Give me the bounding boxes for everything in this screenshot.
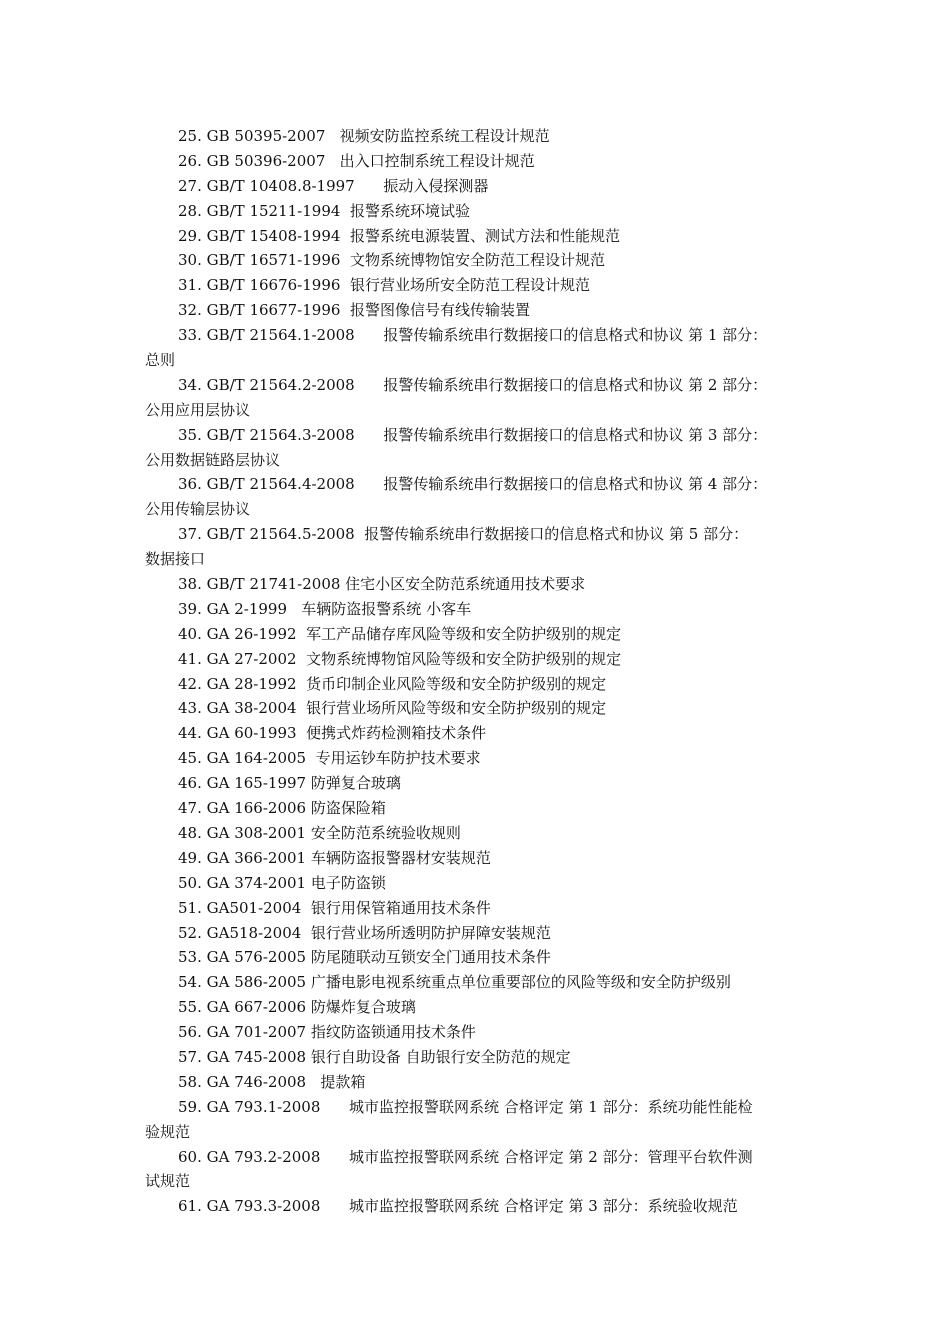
list-item-text: 61. GA 793.3-2008 城市监控报警联网系统 合格评定 第 3 部分：系统验收规范: [178, 1197, 738, 1216]
list-item: [0, 746, 950, 771]
list-item-text: 43. GA 38-2004 银行营业场所风险等级和安全防护级别的规定: [178, 699, 607, 718]
list-item-text: 47. GA 166-2006 防盗保险箱: [178, 799, 386, 818]
list-item-text: 57. GA 745-2008 银行自助设备 自助银行安全防范的规定: [178, 1047, 571, 1066]
list-item: [0, 1045, 950, 1070]
list-item: [0, 522, 950, 572]
list-item-text: 33. GB/T 21564.1-2008 报警传输系统串行数据接口的信息格式和协议 第 1 部分：: [178, 326, 768, 345]
list-item: [0, 622, 950, 647]
list-item-text: 35. GB/T 21564.3-2008 报警传输系统串行数据接口的信息格式和协议 第 3 部分：: [178, 425, 768, 444]
list-item-text: 41. GA 27-2002 文物系统博物馆风险等级和安全防护级别的规定: [178, 649, 622, 668]
list-item: [0, 248, 950, 273]
list-item-continuation: 公用应用层协议: [145, 400, 251, 419]
list-item-text: 58. GA 746-2008 提款箱: [178, 1072, 366, 1091]
list-item: [0, 273, 950, 298]
list-item-text: 54. GA 586-2005 广播电影电视系统重点单位重要部位的风险等级和安全防护级别: [178, 973, 731, 992]
list-item-text: 60. GA 793.2-2008 城市监控报警联网系统 合格评定 第 2 部分：管理平台软件测: [178, 1147, 753, 1166]
list-item-text: 25. GB 50395-2007 视频安防监控系统工程设计规范: [178, 127, 550, 145]
list-item: [0, 945, 950, 970]
list-item: [0, 373, 950, 423]
list-item-text: 56. GA 701-2007 指纹防盗锁通用技术条件: [178, 1023, 476, 1042]
list-item-text: 29. GB/T 15408-1994 报警系统电源装置、测试方法和性能规范: [178, 226, 620, 245]
list-item-continuation: 公用传输层协议: [145, 500, 251, 519]
list-item-text: 53. GA 576-2005 防尾随联动互锁安全门通用技术条件: [178, 948, 551, 967]
list-item: [0, 572, 950, 597]
list-item: [0, 298, 950, 323]
list-item-text: 38. GB/T 21741-2008 住宅小区安全防范系统通用技术要求: [178, 575, 586, 594]
list-item: [0, 174, 950, 199]
list-item-text: 39. GA 2-1999 车辆防盗报警系统 小客车: [178, 599, 472, 618]
list-item: [0, 124, 950, 149]
list-item-text: 48. GA 308-2001 安全防范系统验收规则: [178, 823, 461, 842]
list-item: [0, 224, 950, 249]
list-item: [0, 1194, 950, 1219]
list-item: [0, 1070, 950, 1095]
list-item-text: 51. GA501-2004 银行用保管箱通用技术条件: [178, 898, 491, 917]
list-item-text: 34. GB/T 21564.2-2008 报警传输系统串行数据接口的信息格式和协议 第 2 部分：: [178, 375, 768, 394]
list-item-text: 59. GA 793.1-2008 城市监控报警联网系统 合格评定 第 1 部分：系统功能性能检: [178, 1097, 753, 1116]
list-item: [0, 1145, 950, 1195]
list-item: [0, 846, 950, 871]
list-item: [0, 821, 950, 846]
list-item: [0, 721, 950, 746]
list-item: [0, 472, 950, 522]
list-item: [0, 423, 950, 473]
list-item-continuation: 公用数据链路层协议: [145, 450, 281, 469]
list-item-text: 50. GA 374-2001 电子防盗锁: [178, 873, 386, 892]
list-item: [0, 796, 950, 821]
list-item-text: 44. GA 60-1993 便携式炸药检测箱技术条件: [178, 724, 487, 743]
list-item: [0, 672, 950, 697]
list-item-text: 49. GA 366-2001 车辆防盗报警器材安装规范: [178, 848, 491, 867]
list-item-text: 32. GB/T 16677-1996 报警图像信号有线传输装置: [178, 301, 530, 320]
list-item: [0, 970, 950, 995]
list-item: [0, 896, 950, 921]
list-item: [0, 199, 950, 224]
list-item-text: 37. GB/T 21564.5-2008 报警传输系统串行数据接口的信息格式和协议 第 5 部分：: [178, 525, 749, 544]
list-item: [0, 149, 950, 174]
list-item-text: 31. GB/T 16676-1996 银行营业场所安全防范工程设计规范: [178, 276, 590, 295]
list-item-text: 26. GB 50396-2007 出入口控制系统工程设计规范: [178, 151, 535, 170]
list-item-text: 55. GA 667-2006 防爆炸复合玻璃: [178, 998, 416, 1017]
list-item-text: 28. GB/T 15211-1994 报警系统环境试验: [178, 201, 470, 220]
list-item: [0, 771, 950, 796]
list-item-text: 52. GA518-2004 银行营业场所透明防护屏障安装规范: [178, 923, 551, 942]
list-item-text: 42. GA 28-1992 货币印制企业风险等级和安全防护级别的规定: [178, 674, 607, 693]
standards-list: [0, 124, 950, 1219]
list-item: [0, 597, 950, 622]
list-item: [0, 995, 950, 1020]
list-item-continuation: 试规范: [145, 1172, 191, 1191]
list-item-text: 46. GA 165-1997 防弹复合玻璃: [178, 774, 401, 793]
list-item: [0, 647, 950, 672]
list-item-continuation: 总则: [145, 351, 176, 370]
list-item-text: 36. GB/T 21564.4-2008 报警传输系统串行数据接口的信息格式和协议 第 4 部分：: [178, 475, 768, 494]
list-item: [0, 1020, 950, 1045]
list-item: [0, 1095, 950, 1145]
list-item-text: 40. GA 26-1992 军工产品储存库风险等级和安全防护级别的规定: [178, 624, 622, 643]
list-item-continuation: 数据接口: [145, 550, 206, 569]
list-item: [0, 696, 950, 721]
list-item: [0, 323, 950, 373]
list-item-text: 27. GB/T 10408.8-1997 振动入侵探测器: [178, 176, 489, 195]
list-item-continuation: 验规范: [145, 1122, 191, 1141]
list-item-text: 30. GB/T 16571-1996 文物系统博物馆安全防范工程设计规范: [178, 251, 605, 270]
list-item: [0, 921, 950, 946]
list-item: [0, 871, 950, 896]
list-item-text: 45. GA 164-2005 专用运钞车防护技术要求: [178, 749, 481, 768]
